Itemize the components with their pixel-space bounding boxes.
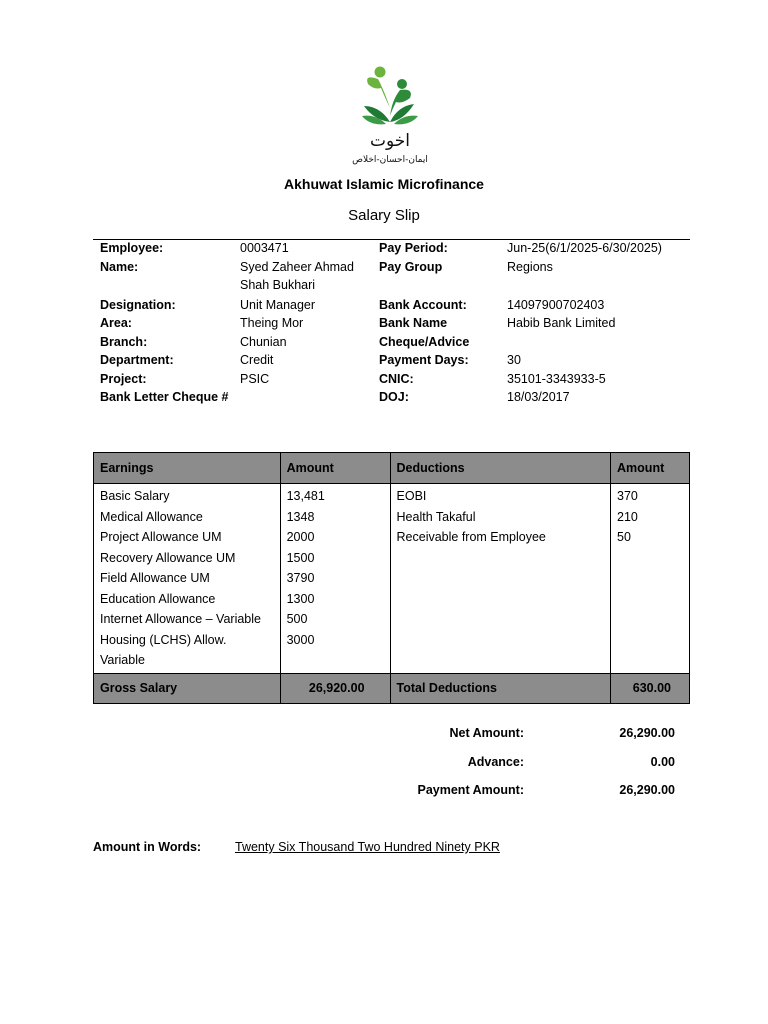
cnic-value: 35101-3343933-5 — [507, 372, 606, 386]
payment-amount-value: 26,290.00 — [619, 783, 675, 797]
payment-amount-label: Payment Amount: — [417, 783, 524, 797]
net-amount-value: 26,290.00 — [619, 726, 675, 740]
advance-label: Advance: — [467, 755, 524, 769]
earning-amount: 500 — [286, 612, 308, 626]
table-total-row — [94, 673, 690, 703]
employee-value: 0003471 — [240, 241, 289, 255]
earning-amount: 1500 — [286, 550, 315, 565]
earning-item: Internet Allowance – Variable — [100, 612, 261, 626]
deductions-amounts-cell — [611, 484, 690, 674]
area-value: Theing Mor — [240, 316, 304, 330]
payment-days-value: 30 — [507, 353, 521, 367]
earning-item: Project Allowance UM — [100, 530, 222, 544]
project-label: Project: — [100, 372, 147, 386]
cnic-label: CNIC: — [379, 372, 414, 386]
deduction-item: Receivable from Employee — [396, 530, 546, 544]
deduction-amount: 210 — [617, 509, 638, 524]
earnings-names-cell — [94, 484, 281, 674]
project-value: PSIC — [240, 372, 270, 386]
deduction-item: Health Takaful — [396, 509, 476, 524]
logo-urdu-name: اخوت — [369, 131, 411, 151]
table-body-row — [94, 484, 690, 674]
earning-amount: 3000 — [286, 632, 315, 647]
pay-group-value: Regions — [507, 260, 553, 274]
earnings-amount-header: Amount — [280, 453, 390, 484]
earnings-deductions-table — [93, 452, 690, 704]
payment-days-label: Payment Days: — [379, 353, 469, 367]
designation-value: Unit Manager — [240, 298, 316, 312]
bank-name-label: Bank Name — [379, 316, 448, 330]
earning-amount: 1300 — [286, 591, 315, 606]
deduction-item: EOBI — [396, 489, 427, 503]
earnings-header: Earnings — [94, 453, 281, 484]
earning-item: Education Allowance — [100, 591, 216, 606]
earnings-amounts-cell — [280, 484, 390, 674]
name-value: Syed Zaheer Ahmad Shah Bukhari — [240, 260, 354, 292]
earning-amount: 3790 — [286, 571, 315, 585]
amount-in-words-label: Amount in Words: — [93, 840, 202, 854]
table-header-row — [94, 453, 690, 484]
deductions-header: Deductions — [390, 453, 611, 484]
total-deductions-value: 630.00 — [611, 673, 690, 703]
name-label: Name: — [100, 260, 139, 274]
department-value: Credit — [240, 353, 274, 367]
deductions-names-cell — [390, 484, 611, 674]
deduction-amount: 370 — [617, 489, 638, 503]
earning-item: Basic Salary — [100, 489, 170, 503]
earning-item: Housing (LCHS) Allow. Variable — [100, 632, 227, 667]
earning-amount: 1348 — [286, 509, 315, 524]
deductions-amount-header: Amount — [611, 453, 690, 484]
advance-value: 0.00 — [650, 755, 675, 769]
bank-name-value: Habib Bank Limited — [507, 316, 616, 330]
department-label: Department: — [100, 353, 174, 367]
pay-group-label: Pay Group — [379, 260, 443, 274]
gross-salary-value: 26,920.00 — [280, 673, 390, 703]
earning-item: Recovery Allowance UM — [100, 550, 236, 565]
area-label: Area: — [100, 316, 132, 330]
organization-name: Akhuwat Islamic Microfinance — [284, 176, 484, 192]
pay-period-value: Jun-25(6/1/2025-6/30/2025) — [507, 241, 662, 255]
total-deductions-label: Total Deductions — [390, 673, 611, 703]
branch-label: Branch: — [100, 335, 148, 349]
slip-title: Salary Slip — [348, 207, 420, 224]
earning-item: Medical Allowance — [100, 509, 203, 524]
akhuwat-logo — [334, 60, 446, 170]
amount-in-words-value: Twenty Six Thousand Two Hundred Ninety PKR — [235, 840, 500, 854]
bank-account-label: Bank Account: — [379, 298, 467, 312]
earning-amount: 13,481 — [286, 489, 325, 503]
earning-amount: 2000 — [286, 530, 315, 544]
bank-account-value: 14097900702403 — [507, 298, 605, 312]
doj-value: 18/03/2017 — [507, 390, 570, 404]
deduction-amount: 50 — [617, 530, 631, 544]
doj-label: DOJ: — [379, 390, 409, 404]
cheque-advice-label: Cheque/Advice — [379, 335, 470, 349]
designation-label: Designation: — [100, 298, 176, 312]
net-amount-label: Net Amount: — [449, 726, 524, 740]
branch-value: Chunian — [240, 335, 287, 349]
logo-urdu-tagline: ایمان-احسان-اخلاص — [352, 155, 428, 165]
employee-label: Employee: — [100, 241, 164, 255]
pay-period-label: Pay Period: — [379, 241, 448, 255]
earning-item: Field Allowance UM — [100, 571, 210, 585]
bank-letter-cheque-label: Bank Letter Cheque # — [100, 390, 229, 404]
gross-salary-label: Gross Salary — [94, 673, 281, 703]
